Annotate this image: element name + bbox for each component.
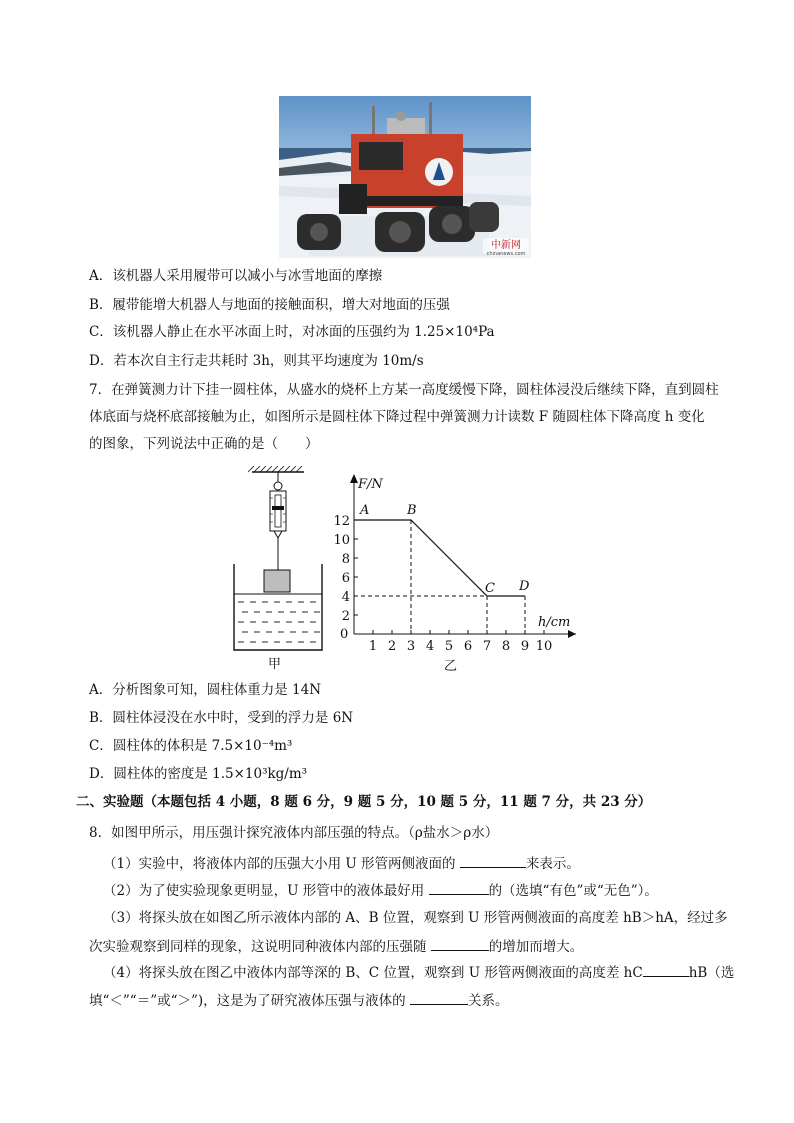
x-tick-label: 4 — [425, 639, 435, 654]
x-tick-label: 7 — [482, 639, 492, 654]
q7-stem-line-3: 的图象，下列说法中正确的是（ ） — [89, 436, 319, 452]
point-label-a: A — [360, 503, 370, 518]
q8-part-2-text-a: （2）为了使实验现象更明显，U 形管中的液体最好用 — [103, 883, 429, 899]
point-label-d: D — [519, 579, 530, 594]
q6-option-b: B．履带能增大机器人与地面的接触面积，增大对地面的压强 — [89, 297, 450, 313]
q8-part-1-text-b: 来表示。 — [525, 856, 580, 872]
x-tick-label: 10 — [535, 639, 553, 654]
y-tick-label: 2 — [341, 609, 350, 624]
x-tick-label: 9 — [520, 639, 530, 654]
q8-part-3-text-b: 的增加而增大。 — [488, 939, 584, 955]
q7-option-c: C．圆柱体的体积是 7.5×10⁻⁴m³ — [89, 738, 293, 754]
x-axis-label: h/cm — [538, 615, 571, 630]
photo-watermark: 中新网 — [491, 240, 521, 251]
q8-answer-blank-5[interactable] — [410, 990, 468, 1005]
x-axis-arrow — [568, 630, 576, 638]
q8-part-4-text-d: 关系。 — [467, 993, 509, 1009]
q7-option-d: D．圆柱体的密度是 1.5×10³kg/m³ — [89, 766, 308, 782]
q8-part-4-text-a: （4）将探头放在图乙中液体内部等深的 B、C 位置，观察到 U 形管两侧液面的高度差 hC — [103, 965, 643, 981]
section-2-title: 二、实验题（本题包括 4 小题，8 题 6 分，9 题 5 分，10 题 5 分，11 题 7 分，共 23 分） — [76, 794, 652, 810]
origin-label: 0 — [340, 627, 349, 642]
robot-photo-svg — [279, 96, 531, 258]
q8-part-4-text-b: hB（选 — [688, 965, 735, 981]
q8-part-3-line-2 — [89, 936, 583, 957]
photo-watermark-sub: chinanews.com — [486, 251, 526, 257]
q8-part-4-line-1 — [103, 962, 734, 983]
q6-option-a: A．该机器人采用履带可以减小与冰雪地面的摩擦 — [89, 268, 383, 284]
x-tick-label: 3 — [406, 639, 416, 654]
q8-part-4-line-2 — [89, 990, 508, 1011]
q7-stem-line-2: 体底面与烧杯底部接触为止，如图所示是圆柱体下降过程中弹簧测力计读数 F 随圆柱体下降高度 h 变化 — [89, 409, 705, 425]
x-tick-label: 5 — [444, 639, 454, 654]
figure-jia — [226, 466, 330, 672]
y-tick-label: 10 — [333, 533, 350, 548]
point-label-c: C — [485, 581, 495, 596]
q6-option-c: C．该机器人静止在水平冰面上时，对冰面的压强约为 1.25×10⁴Pa — [89, 324, 495, 340]
q8-answer-blank-3[interactable] — [431, 936, 489, 951]
q8-answer-blank-1[interactable] — [460, 853, 526, 868]
q8-part-4-text-c: 填“＜”“＝”或“＞”)，这是为了研究液体压强与液体的 — [89, 993, 410, 1009]
q8-part-3-text-a: 次实验观察到同样的现象，这说明同种液体内部的压强随 — [89, 939, 431, 955]
q8-part-1 — [103, 853, 580, 874]
series-line — [354, 520, 525, 596]
q7-option-a: A．分析图象可知，圆柱体重力是 14N — [89, 682, 322, 698]
y-tick-label: 8 — [341, 552, 350, 567]
x-tick-label: 1 — [368, 639, 378, 654]
figure-jia-caption: 甲 — [268, 657, 282, 672]
y-axis-label: F/N — [358, 477, 383, 492]
q8-part-2-text-b: 的（选填“有色”或“无色”）。 — [488, 883, 658, 899]
y-tick-label: 12 — [333, 514, 350, 529]
figure-yi-caption: 乙 — [444, 659, 458, 674]
robot-photo — [279, 96, 531, 258]
figure-yi-chart — [332, 470, 582, 674]
x-tick-label: 2 — [387, 639, 397, 654]
point-label-b: B — [407, 503, 417, 518]
q8-part-1-text-a: （1）实验中，将液体内部的压强大小用 U 形管两侧液面的 — [103, 856, 460, 872]
x-tick-label: 8 — [501, 639, 511, 654]
q7-stem-line-1: 7．在弹簧测力计下挂一圆柱体，从盛水的烧杯上方某一高度缓慢下降，圆柱体浸没后继续下降，直到圆柱 — [89, 382, 719, 398]
y-axis-arrow — [350, 474, 358, 483]
q8-answer-blank-2[interactable] — [429, 880, 489, 895]
x-tick-label: 6 — [463, 639, 473, 654]
q6-option-d: D．若本次自主行走共耗时 3h，则其平均速度为 10m/s — [89, 353, 424, 369]
q8-part-2 — [103, 880, 658, 901]
q8-answer-blank-4[interactable] — [643, 962, 689, 977]
q8-part-3-line-1: （3）将探头放在如图乙所示液体内部的 A、B 位置，观察到 U 形管两侧液面的高度差 hB＞hA，经过多 — [103, 910, 728, 926]
y-tick-label: 4 — [341, 590, 350, 605]
q8-stem: 8．如图甲所示，用压强计探究液体内部压强的特点。（ρ盐水＞ρ水） — [89, 825, 499, 841]
y-tick-label: 6 — [341, 571, 350, 586]
q7-option-b: B．圆柱体浸没在水中时，受到的浮力是 6N — [89, 710, 354, 726]
